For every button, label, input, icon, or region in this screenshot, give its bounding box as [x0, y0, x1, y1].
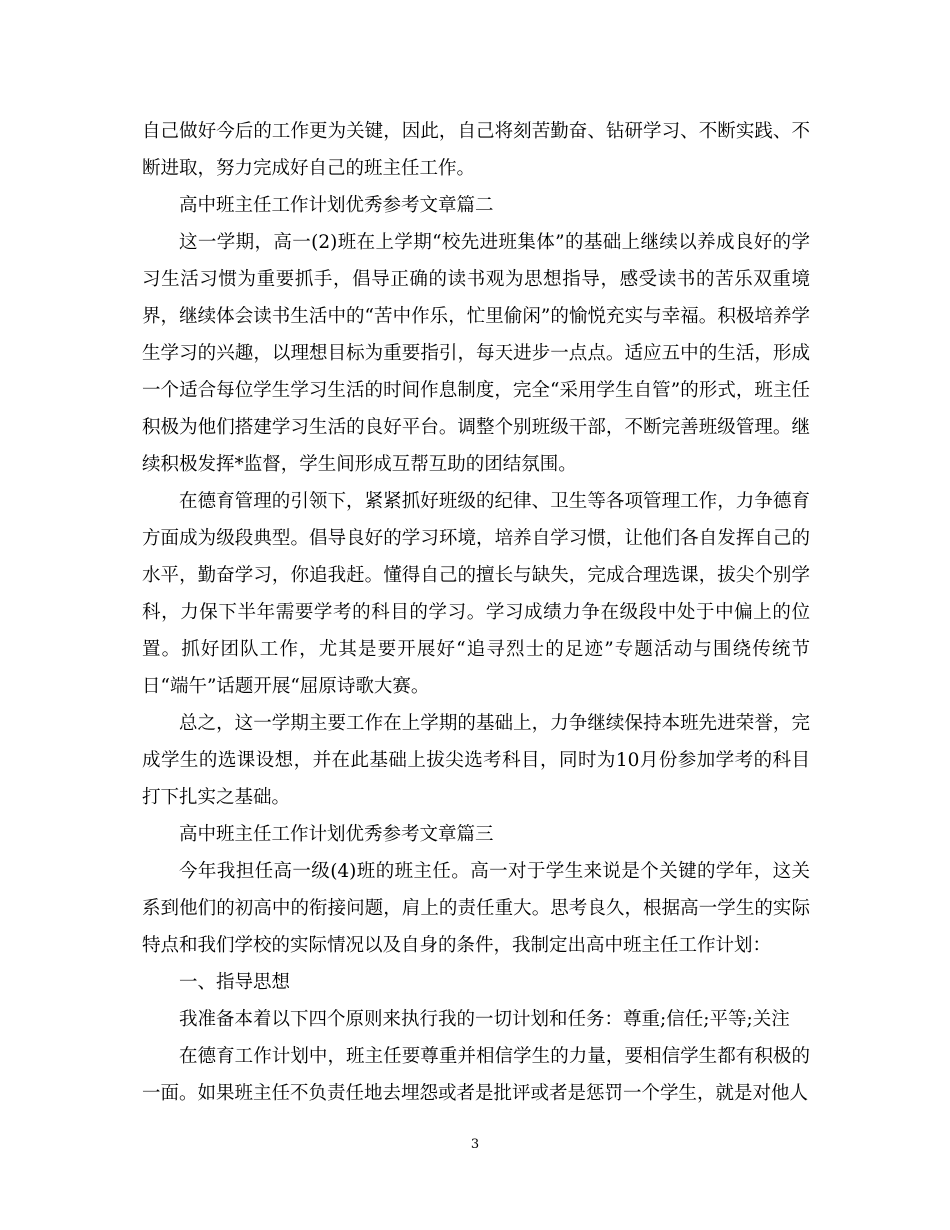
- paragraph: 这一学期，高一(2)班在上学期“校先进班集体”的基础上继续以养成良好的学习生活习惯为重要抓手，倡导正确的读书观为思想指导，感受读书的苦乐双重境界，继续体会读书生活中的“苦中作乐，忙里偷闲”的愉悦充实与幸福。积极培养学生学习的兴趣，以理想目标为重要指引，每天进步一点点。适应五中的生活，形成一个适合每位学生学习生活的时间作息制度，完全“采用学生自管”的形式，班主任积极为他们搭建学习生活的良好平台。调整个别班级干部，不断完善班级管理。继续积极发挥*监督，学生间形成互帮互助的团结氛围。: [142, 232, 810, 475]
- paragraph: 在德育工作计划中，班主任要尊重并相信学生的力量，要相信学生都有积极的一面。如果班主任不负责任地去埋怨或者是批评或者是惩罚一个学生，就是对他人: [142, 1046, 810, 1104]
- paragraph: 总之，这一学期主要工作在上学期的基础上，力争继续保持本班先进荣誉，完成学生的选课设想，并在此基础上拔尖选考科目，同时为10月份参加学考的科目打下扎实之基础。: [142, 713, 810, 808]
- section-heading-3: 高中班主任工作计划优秀参考文章篇三: [179, 824, 494, 845]
- paragraph: 今年我担任高一级(4)班的班主任。高一对于学生来说是个关键的学年，这关系到他们的初高中的衔接问题，肩上的责任重大。思考良久，根据高一学生的实际特点和我们学校的实际情况以及自身的条件，我制定出高中班主任工作计划：: [142, 861, 810, 956]
- subheading: 一、指导思想: [179, 972, 291, 993]
- body-text: [142, 113, 810, 1112]
- section-heading-2: 高中班主任工作计划优秀参考文章篇二: [179, 195, 494, 216]
- page-number: 3: [470, 1137, 480, 1152]
- paragraph: 在德育管理的引领下，紧紧抓好班级的纪律、卫生等各项管理工作，力争德育方面成为级段典型。倡导良好的学习环境，培养自学习惯，让他们各自发挥自己的水平，勤奋学习，你追我赶。懂得自己的擅长与缺失，完成合理选课，拔尖个别学科，力保下半年需要学考的科目的学习。学习成绩力争在级段中处于中偏上的位置。抓好团队工作，尤其是要开展好“追寻烈士的足迹”专题活动与围绕传统节日“端午”话题开展“屈原诗歌大赛。: [142, 491, 810, 697]
- paragraph-continuation: 自己做好今后的工作更为关键，因此，自己将刻苦勤奋、钻研学习、不断实践、不断进取，努力完成好自己的班主任工作。: [142, 121, 810, 179]
- paragraph: 我准备本着以下四个原则来执行我的一切计划和任务：尊重;信任;平等;关注: [179, 1009, 790, 1030]
